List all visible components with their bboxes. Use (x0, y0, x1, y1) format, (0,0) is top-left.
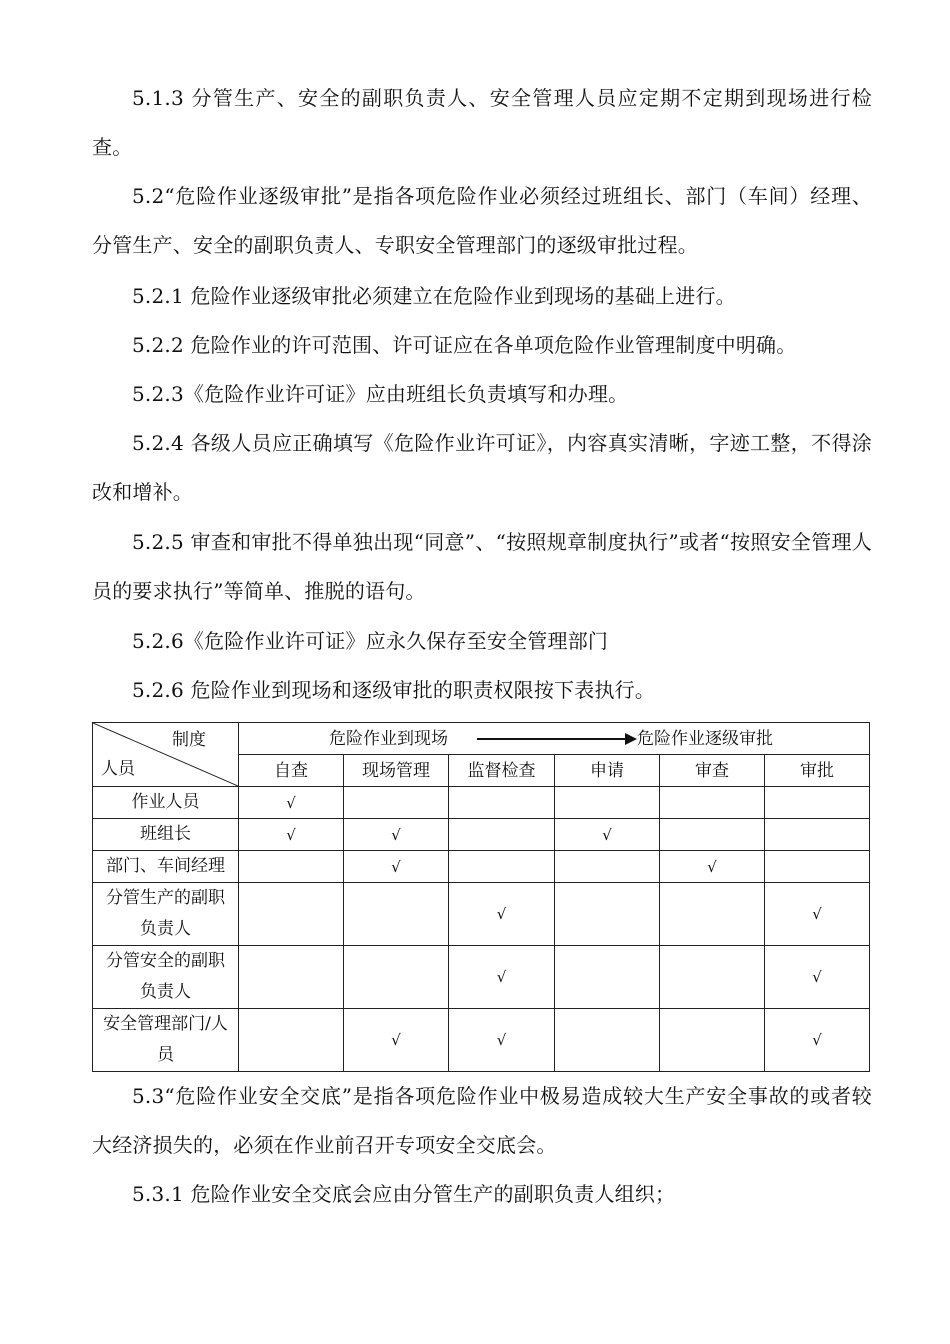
row-role-label: 部门、车间经理 (93, 851, 239, 883)
table-cell (449, 819, 555, 851)
row-role-label: 作业人员 (93, 787, 239, 819)
paragraph-5-2-3: 5.2.3《危险作业许可证》应由班组长负责填写和办理。 (132, 382, 629, 406)
paragraph-5-2-2: 5.2.2 危险作业的许可范围、许可证应在各单项危险作业管理制度中明确。 (132, 333, 797, 357)
check-mark-icon: √ (496, 1031, 507, 1049)
table-row (93, 851, 870, 883)
column-header-approval: 审批 (765, 755, 870, 787)
check-mark-icon: √ (707, 857, 717, 876)
table-cell (765, 851, 870, 883)
table-cell (344, 883, 449, 946)
column-header-site-management: 现场管理 (344, 755, 449, 787)
column-header-supervision: 监督检查 (449, 755, 555, 787)
paragraph-5-2-6-storage: 5.2.6《危险作业许可证》应永久保存至安全管理部门 (132, 629, 609, 653)
table-header-row-phases (93, 723, 870, 755)
responsibility-table (92, 722, 870, 1072)
table-cell (765, 819, 870, 851)
check-mark-icon: √ (391, 825, 401, 844)
table-cell (239, 819, 344, 851)
table-corner-cell (93, 723, 239, 787)
table-cell (660, 819, 765, 851)
table-cell (555, 851, 660, 883)
table-cell (660, 883, 765, 946)
row-role-label: 班组长 (93, 819, 239, 851)
table-cell (239, 883, 344, 946)
table-cell (555, 946, 660, 1009)
column-header-self-check: 自查 (239, 755, 344, 787)
table-cell (765, 1009, 870, 1072)
table-cell (239, 787, 344, 819)
table-row (93, 787, 870, 819)
phase-label-onsite: 危险作业到现场 (329, 728, 448, 749)
paragraph-5-2-1: 5.2.1 危险作业逐级审批必须建立在危险作业到现场的基础上进行。 (132, 284, 736, 308)
table-cell (449, 851, 555, 883)
table-cell (660, 946, 765, 1009)
paragraph-5-2-5: 5.2.5 审查和审批不得单独出现“同意”、“按照规章制度执行”或者“按照安全管理人员的要求执行”等简单、推脱的语句。 (92, 530, 872, 603)
table-cell (344, 1009, 449, 1072)
check-mark-icon: √ (286, 825, 296, 844)
table-body (93, 787, 870, 1072)
table-cell (449, 883, 555, 946)
table-cell (344, 851, 449, 883)
phase-label-approval: 危险作业逐级审批 (637, 728, 773, 749)
paragraph-5-3-1: 5.3.1 危险作业安全交底会应由分管生产的副职负责人组织； (132, 1182, 676, 1206)
paragraph-5-2-6-table-intro: 5.2.6 危险作业到现场和逐级审批的职责权限按下表执行。 (132, 678, 656, 702)
paragraph-5-2-4: 5.2.4 各级人员应正确填写《危险作业许可证》，内容真实清晰，字迹工整，不得涂改和增补。 (92, 431, 872, 504)
table-cell (344, 787, 449, 819)
table-cell (555, 1009, 660, 1072)
corner-label-system: 制度 (172, 730, 206, 750)
table-row (93, 819, 870, 851)
table-cell (239, 946, 344, 1009)
check-mark-icon: √ (286, 793, 296, 812)
check-mark-icon: √ (812, 905, 822, 923)
paragraph-5-3: 5.3“危险作业安全交底”是指各项危险作业中极易造成较大生产安全事故的或者较大经济损失的，必须在作业前召开专项安全交底会。 (92, 1084, 872, 1157)
check-mark-icon: √ (496, 968, 507, 986)
check-mark-icon: √ (391, 1031, 401, 1049)
paragraph-5-2: 5.2“危险作业逐级审批”是指各项危险作业必须经过班组长、部门（车间）经理、分管生产、安全的副职负责人、专职安全管理部门的逐级审批过程。 (92, 184, 872, 257)
corner-label-personnel: 人员 (101, 759, 135, 779)
table-cell (344, 946, 449, 1009)
table-cell (660, 851, 765, 883)
table-cell (449, 787, 555, 819)
check-mark-icon: √ (391, 857, 401, 876)
table-cell (449, 1009, 555, 1072)
table-cell (660, 1009, 765, 1072)
table-cell (239, 1009, 344, 1072)
check-mark-icon: √ (812, 1031, 822, 1049)
check-mark-icon: √ (496, 905, 507, 923)
table-cell (555, 883, 660, 946)
table-cell (555, 819, 660, 851)
arrow-right-icon (477, 724, 637, 754)
table-cell (344, 819, 449, 851)
table-cell (239, 851, 344, 883)
table-cell (765, 883, 870, 946)
table-row (93, 1009, 870, 1072)
table-phase-header (239, 723, 870, 755)
row-role-label: 分管生产的副职负责人 (93, 883, 239, 946)
table-cell (555, 787, 660, 819)
column-header-application: 申请 (555, 755, 660, 787)
table-cell (449, 946, 555, 1009)
table-row (93, 883, 870, 946)
row-role-label: 安全管理部门/人员 (93, 1009, 239, 1072)
column-header-review: 审查 (660, 755, 765, 787)
table-cell (765, 787, 870, 819)
paragraph-5-1-3: 5.1.3 分管生产、安全的副职负责人、安全管理人员应定期不定期到现场进行检查。 (92, 86, 872, 159)
table-cell (765, 946, 870, 1009)
row-role-label: 分管安全的副职负责人 (93, 946, 239, 1009)
check-mark-icon: √ (602, 825, 612, 844)
table-row (93, 946, 870, 1009)
check-mark-icon: √ (812, 968, 822, 986)
table-cell (660, 787, 765, 819)
